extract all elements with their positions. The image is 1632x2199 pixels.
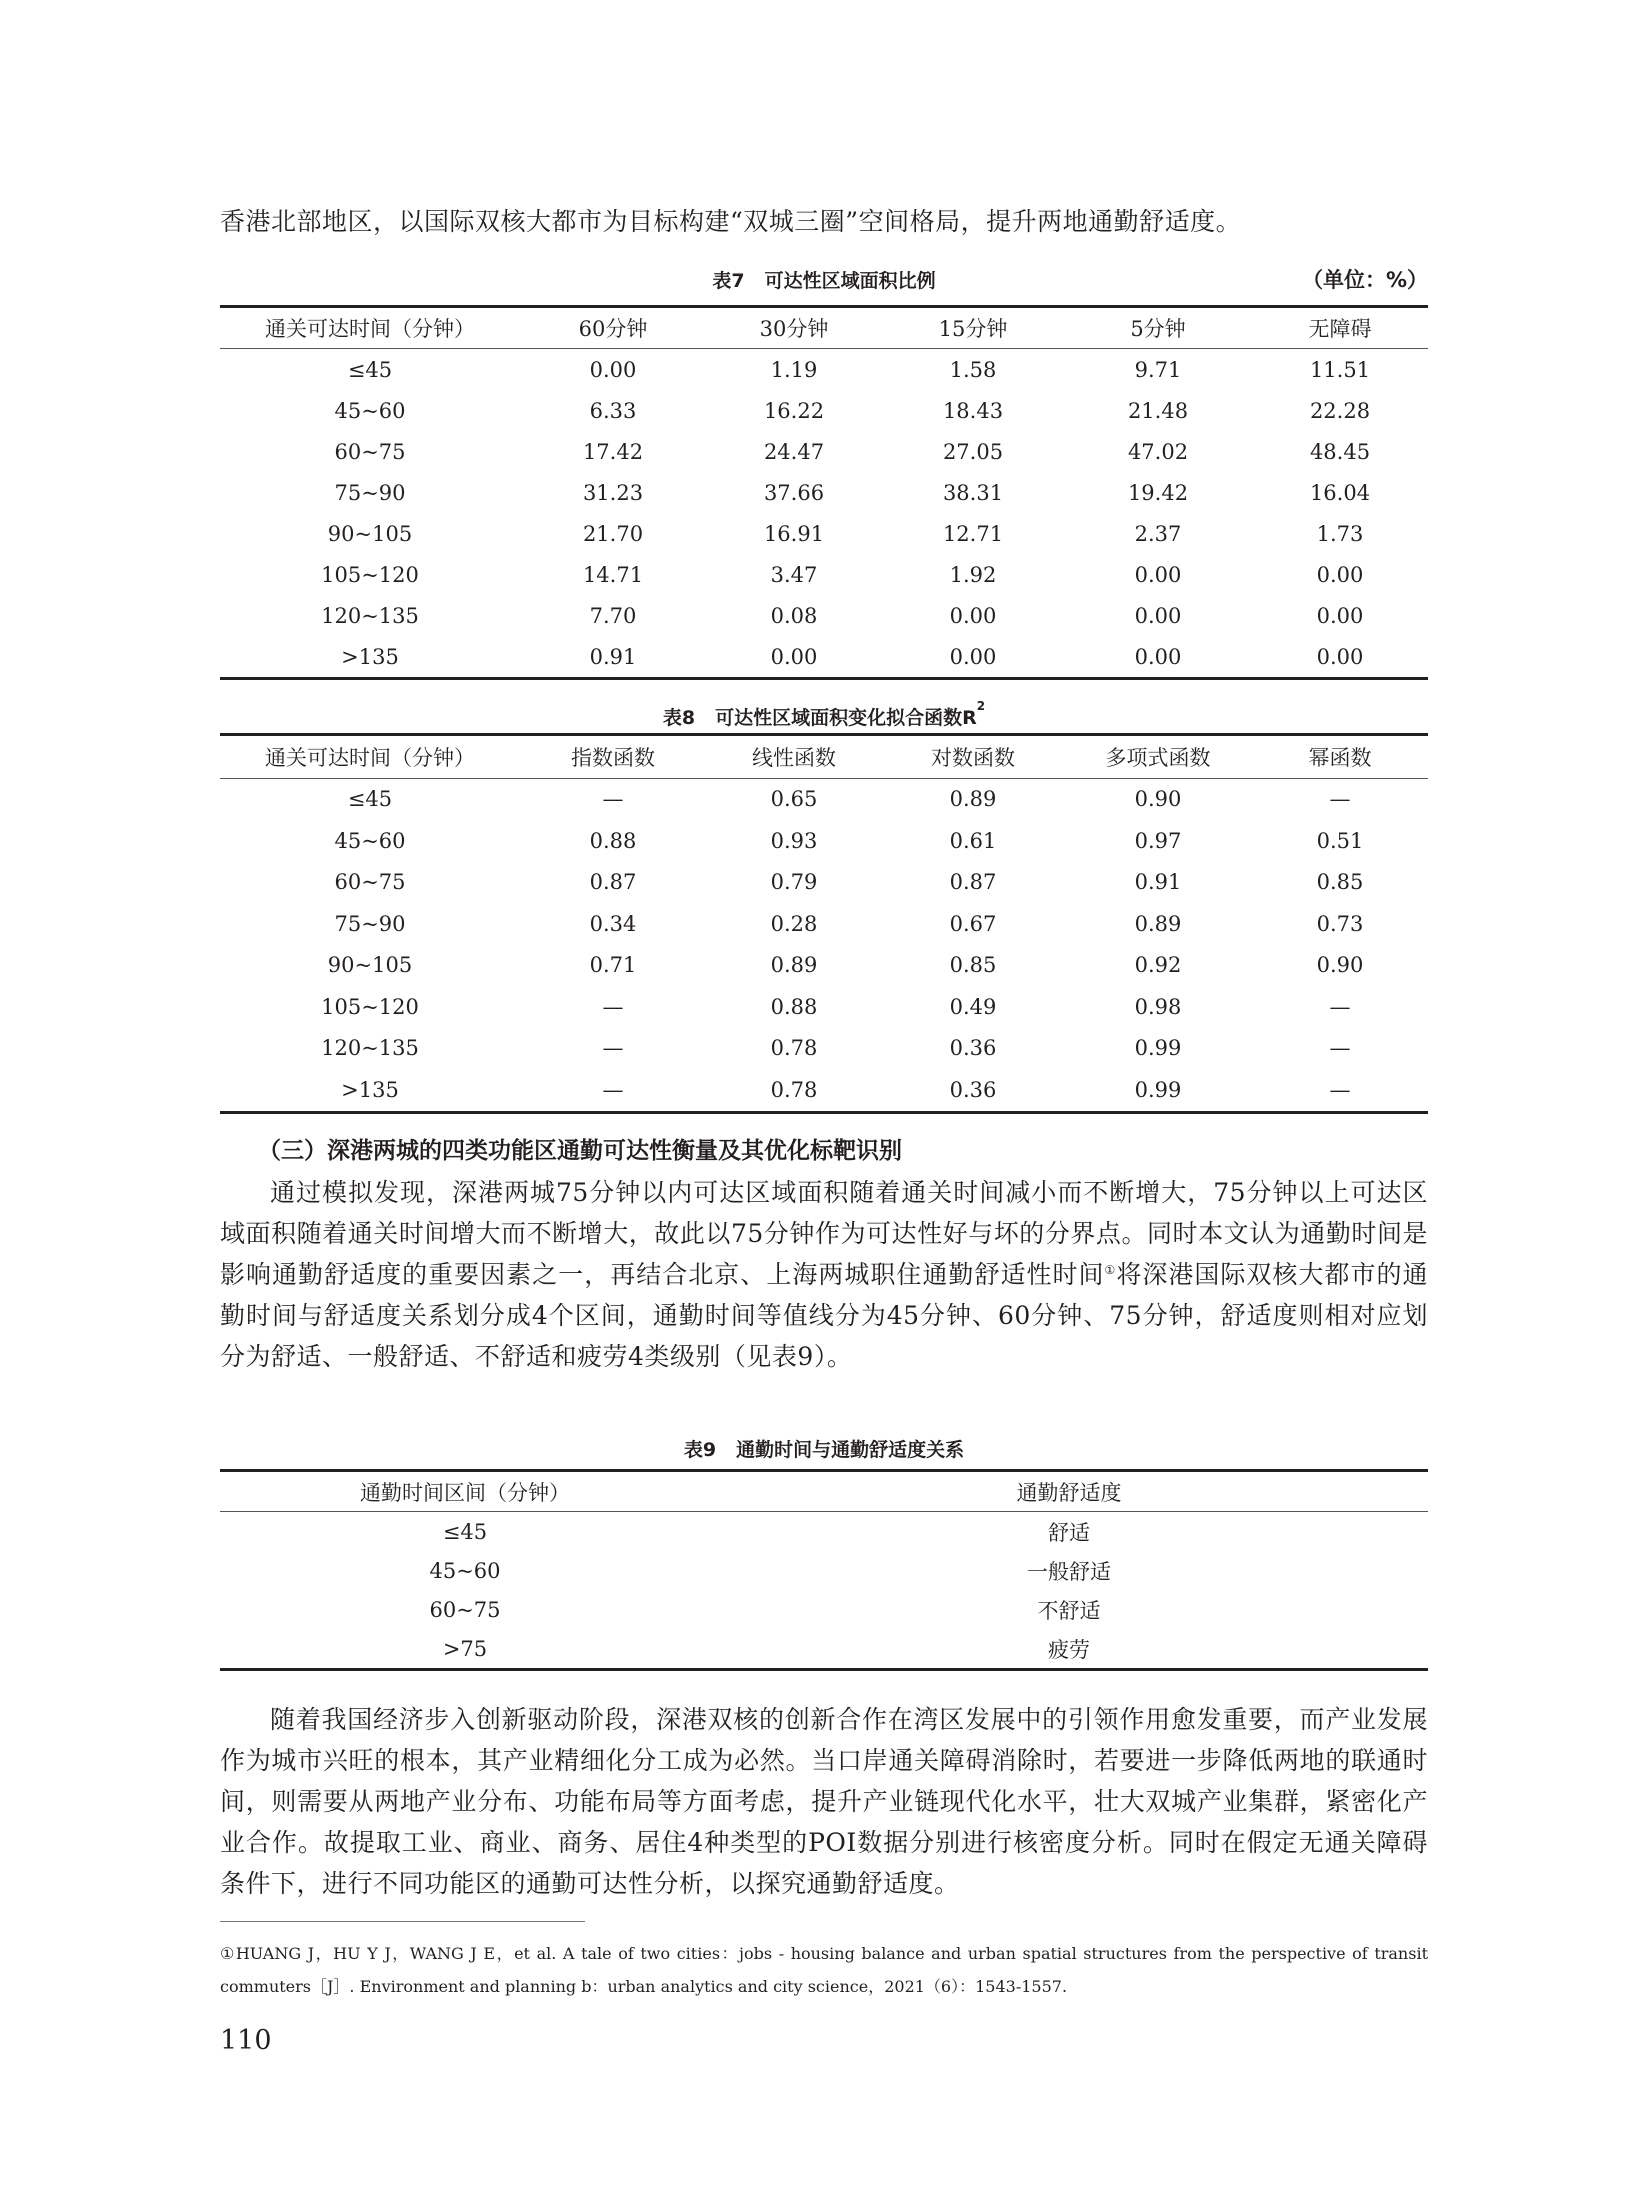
table9-row: [220, 1512, 1428, 1552]
paragraph-1-text-a: 通过模拟发现，深港两城75分钟以内可达区域面积随着通关时间减小而不断增大，75分钟以上可达区域面积随着通关时间增大而不断增大，故此以75分钟作为可达性好与坏的分界点。同时本文认为通勤时间是影响通勤舒适度的重要因素之一，再结合北京、上海两城职住通勤舒适性时间: [220, 1178, 1428, 1289]
table7-row: [220, 554, 1428, 595]
table9-row: [220, 1590, 1428, 1629]
table8-cell: 0.65: [770, 787, 818, 812]
table7-cell: 0.00: [1134, 562, 1182, 587]
table7-row: [220, 349, 1428, 391]
table8-column-header: 对数函数: [931, 745, 1015, 770]
table8-row-label: 75~90: [334, 911, 406, 936]
table8-cell: 0.97: [1134, 828, 1182, 853]
table8-title: 可达性区域面积变化拟合函数R: [715, 707, 977, 729]
table7-cell: 0.91: [589, 644, 637, 669]
table7-cell: 31.23: [582, 480, 644, 505]
table9-title: 通勤时间与通勤舒适度关系: [736, 1439, 965, 1461]
table7-row-label: 105~120: [321, 562, 419, 587]
table7-column-header: 60分钟: [578, 317, 648, 341]
footnote-reference[interactable]: ①: [1104, 1263, 1117, 1277]
table9-caption: [220, 1435, 1428, 1462]
table7-column-header: 无障碍: [1308, 317, 1372, 341]
table8-cell: —: [602, 994, 624, 1019]
table9-row: [220, 1551, 1428, 1590]
table9-row-label: ≤45: [442, 1519, 488, 1544]
table8-cell: 0.67: [949, 911, 997, 936]
table7-unit: （单位：%）: [1301, 268, 1428, 292]
table8-row: [220, 820, 1428, 862]
table7-cell: 47.02: [1127, 439, 1189, 464]
table7-cell: 14.71: [582, 562, 644, 587]
table8-column-header: 幂函数: [1308, 745, 1372, 770]
table7-cell: 0.00: [949, 644, 997, 669]
table7-cell: 16.22: [763, 398, 825, 423]
table7-row-label: >135: [341, 644, 399, 669]
table7-column-header: 30分钟: [759, 317, 829, 341]
table8-cell: 0.93: [770, 828, 818, 853]
table8: [220, 733, 1428, 1114]
table8-row-label: 120~135: [321, 1036, 419, 1061]
table8-cell: —: [602, 1036, 624, 1061]
table7-title: 可达性区域面积比例: [764, 270, 936, 292]
table8-cell: 0.90: [1316, 953, 1364, 978]
table7-cell: 37.66: [763, 480, 825, 505]
table8-column-header: 指数函数: [571, 745, 655, 770]
table8-cell: 0.89: [949, 787, 997, 812]
table7-cell: 0.00: [770, 644, 818, 669]
table8-cell: 0.98: [1134, 994, 1182, 1019]
table8-cell: 0.89: [1134, 911, 1182, 936]
table9-number: 表9: [683, 1439, 717, 1461]
table7-column-header: 5分钟: [1130, 317, 1186, 341]
table7-caption: [220, 266, 1428, 293]
table8-row: [220, 862, 1428, 904]
table7-row: [220, 513, 1428, 554]
table8-cell: 0.91: [1134, 870, 1182, 895]
table7-cell: 2.37: [1134, 521, 1182, 546]
table7-cell: 16.04: [1309, 480, 1371, 505]
table8-cell: 0.34: [589, 911, 637, 936]
table8-cell: —: [602, 787, 624, 812]
intro-paragraph: 香港北部地区，以国际双核大都市为目标构建“双城三圈”空间格局，提升两地通勤舒适度。: [220, 207, 1242, 236]
table7-cell: 24.47: [763, 439, 825, 464]
table8-row: [220, 1028, 1428, 1070]
table8-cell: 0.51: [1316, 828, 1364, 853]
table7-cell: 0.00: [949, 603, 997, 628]
table9-column-header: 通勤舒适度: [1016, 1480, 1122, 1505]
table7-cell: 22.28: [1309, 398, 1371, 423]
page-number: 110: [220, 2025, 272, 2056]
table7-cell: 38.31: [942, 480, 1004, 505]
table8-row: [220, 778, 1428, 820]
table8-row-label: 45~60: [334, 828, 406, 853]
table7-row-label: ≤45: [347, 357, 393, 382]
table7-cell: 1.58: [949, 357, 997, 382]
table8-title-superscript: 2: [976, 699, 986, 713]
table7-cell: 16.91: [763, 521, 825, 546]
table8-column-header: 线性函数: [752, 745, 836, 770]
table9-column-header: 通勤时间区间（分钟）: [360, 1480, 570, 1505]
paragraph-1: [220, 1172, 1428, 1377]
table8-row: [220, 986, 1428, 1028]
table7-row-label: 45~60: [334, 398, 406, 423]
table7-row: [220, 595, 1428, 636]
table9-cell: 舒适: [1048, 1520, 1090, 1545]
table8-cell: 0.89: [770, 953, 818, 978]
table7-row-label: 90~105: [327, 521, 413, 546]
table8-column-header: 通关可达时间（分钟）: [265, 745, 475, 770]
table9-row: [220, 1629, 1428, 1670]
table9-row-label: 45~60: [429, 1558, 501, 1583]
table8-caption: [220, 699, 1428, 730]
table7-cell: 0.00: [1316, 562, 1364, 587]
table7-cell: 3.47: [770, 562, 818, 587]
table8-cell: 0.99: [1134, 1036, 1182, 1061]
table7-row-label: 60~75: [334, 439, 406, 464]
table7-header-row: [220, 307, 1428, 349]
table8-cell: —: [1329, 1077, 1351, 1102]
table7-row-label: 120~135: [321, 603, 419, 628]
table9: [220, 1469, 1428, 1671]
table8-cell: —: [1329, 787, 1351, 812]
table8-cell: 0.36: [949, 1077, 997, 1102]
table7-cell: 18.43: [942, 398, 1004, 423]
table7-row: [220, 431, 1428, 472]
table7-row: [220, 636, 1428, 679]
table7-cell: 21.48: [1127, 398, 1189, 423]
table7-number: 表7: [712, 270, 745, 292]
table8-cell: —: [602, 1077, 624, 1102]
footnote-divider: [220, 1921, 585, 1922]
table8-cell: 0.79: [770, 870, 818, 895]
table8-cell: 0.73: [1316, 911, 1364, 936]
table8-cell: 0.78: [770, 1036, 818, 1061]
section-heading: （三）深港两城的四类功能区通勤可达性衡量及其优化标靶识别: [258, 1138, 902, 1164]
table9-cell: 一般舒适: [1027, 1559, 1111, 1584]
table8-cell: 0.90: [1134, 787, 1182, 812]
table7-cell: 7.70: [589, 603, 637, 628]
table8-cell: 0.61: [949, 828, 997, 853]
table8-row-label: 105~120: [321, 994, 419, 1019]
table7-cell: 0.00: [1134, 644, 1182, 669]
table8-row-label: >135: [341, 1077, 399, 1102]
table7-cell: 9.71: [1134, 357, 1182, 382]
table8-cell: 0.92: [1134, 953, 1182, 978]
table8-cell: 0.78: [770, 1077, 818, 1102]
table8-row-label: 60~75: [334, 870, 406, 895]
table8-cell: 0.87: [949, 870, 997, 895]
table7-cell: 1.73: [1316, 521, 1364, 546]
table7-cell: 19.42: [1127, 480, 1189, 505]
table8-cell: 0.85: [1316, 870, 1364, 895]
table7-cell: 0.00: [1134, 603, 1182, 628]
table8-cell: 0.71: [589, 953, 637, 978]
table8-cell: 0.49: [949, 994, 997, 1019]
table8-cell: 0.99: [1134, 1077, 1182, 1102]
table8-row-label: ≤45: [347, 787, 393, 812]
table7: [220, 305, 1428, 680]
table7-cell: 1.92: [949, 562, 997, 587]
table8-cell: —: [1329, 1036, 1351, 1061]
paragraph-2: 随着我国经济步入创新驱动阶段，深港双核的创新合作在湾区发展中的引领作用愈发重要，而产业发展作为城市兴旺的根本，其产业精细化分工成为必然。当口岸通关障碍消除时，若要进一步降低两地的联通时间，则需要从两地产业分布、功能布局等方面考虑，提升产业链现代化水平，壮大双城产业集群，紧密化产业合作。故提取工业、商业、商务、居住4种类型的POI数据分别进行核密度分析。同时在假定无通关障碍条件下，进行不同功能区的通勤可达性分析，以探究通勤舒适度。: [220, 1705, 1428, 1898]
table7-row: [220, 390, 1428, 431]
table9-header-row: [220, 1471, 1428, 1512]
table7-cell: 0.00: [589, 357, 637, 382]
table7-cell: 27.05: [942, 439, 1004, 464]
table7-cell: 11.51: [1309, 357, 1371, 382]
table8-row: [220, 945, 1428, 987]
table7-row: [220, 472, 1428, 513]
table7-cell: 12.71: [942, 521, 1004, 546]
table8-row-label: 90~105: [327, 953, 413, 978]
table8-cell: 0.87: [589, 870, 637, 895]
table9-cell: 不舒适: [1037, 1598, 1101, 1623]
table8-row: [220, 903, 1428, 945]
table7-cell: 0.00: [1316, 603, 1364, 628]
table7-cell: 6.33: [589, 398, 637, 423]
table8-cell: 0.85: [949, 953, 997, 978]
table8-cell: 0.28: [770, 911, 818, 936]
table8-cell: —: [1329, 994, 1351, 1019]
table7-column-header: 通关可达时间（分钟）: [265, 317, 475, 341]
footnote: ①HUANG J，HU Y J，WANG J E，et al. A tale of two cities：jobs - housing balance and urban spatial structures from the perspective of transit commuters［J］. Environment and planning b：urban analytics and city science，2021（6）：1543-1557.: [220, 1944, 1428, 1996]
table7-cell: 0.00: [1316, 644, 1364, 669]
table8-row: [220, 1069, 1428, 1112]
table9-cell: 疲劳: [1048, 1637, 1090, 1662]
table7-row-label: 75~90: [334, 480, 406, 505]
paragraph-1-text-b: 将深港国际双核大都市的通勤时间与舒适度关系划分成4个区间，通勤时间等值线分为45分钟、60分钟、75分钟，舒适度则相对应划分为舒适、一般舒适、不舒适和疲劳4类级别（见表9）。: [220, 1260, 1428, 1371]
table8-column-header: 多项式函数: [1105, 745, 1211, 770]
table7-cell: 0.08: [770, 603, 818, 628]
table7-cell: 21.70: [582, 521, 644, 546]
table8-header-row: [220, 735, 1428, 779]
table9-row-label: >75: [442, 1636, 488, 1661]
table7-cell: 48.45: [1309, 439, 1371, 464]
table7-column-header: 15分钟: [938, 317, 1008, 341]
table7-cell: 17.42: [582, 439, 644, 464]
table8-number: 表8: [662, 707, 696, 729]
table8-cell: 0.88: [589, 828, 637, 853]
table8-cell: 0.36: [949, 1036, 997, 1061]
table8-cell: 0.88: [770, 994, 818, 1019]
table9-row-label: 60~75: [429, 1597, 501, 1622]
table7-cell: 1.19: [770, 357, 818, 382]
